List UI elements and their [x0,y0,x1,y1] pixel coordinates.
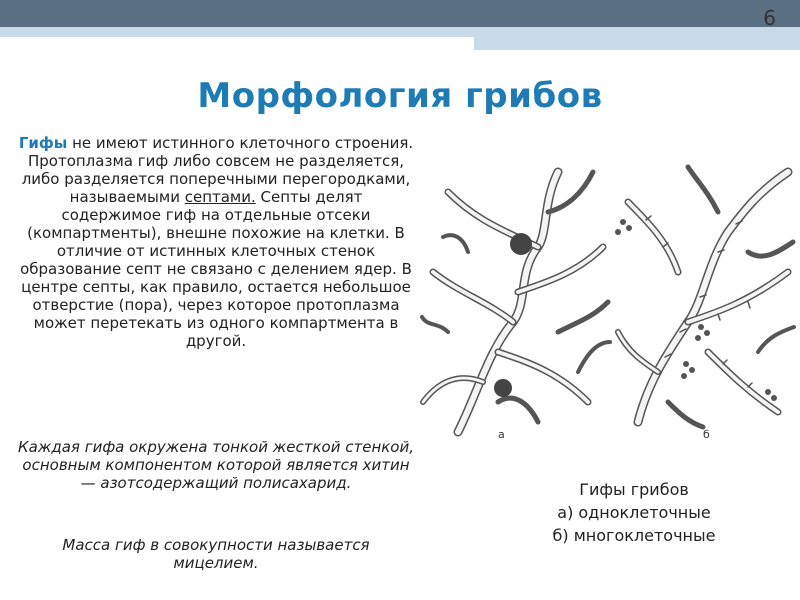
header-bar [0,0,800,27]
sporangium-bottom [494,379,512,397]
caption-title: Гифы грибов [579,480,689,499]
paragraph-hyphae [18,134,414,350]
hyphae-illustration [418,152,798,442]
paragraph-mycelium: Масса гиф в совокупности называется мицелием. [62,536,370,572]
term-septa: септами. [184,188,256,206]
paragraph-hyphae-text-b: Септы делят содержимое гиф на отдельные отсеки (компартменты), внешне похожие на клетки. В отличие от истинных клеточных стенок образование септ не связано с делением ядер. В центре септы, как правило, остается небольшое отверстие (пора), через которое протоплазма может перетекать из одного компартмента в другой. [20,188,412,350]
figure-label-a: а [498,428,505,441]
caption-line-a: а) одноклеточные [557,503,711,522]
figure-caption [484,478,784,547]
multicellular-hyphae-drawing [618,167,794,427]
unicellular-hyphae-drawing [422,172,610,432]
paragraph-hyphae-text-a: не имеют истинного клеточного строения. Протоплазма гиф либо совсем не разделяется, либо разделяется поперечными перегородками, называемыми [21,134,414,206]
paragraph-wall: Каждая гифа окружена тонкой жесткой стенкой, основным компонентом которой является хитин — азотсодержащий полисахарид. [18,438,414,492]
slide-title: Морфология грибов [197,76,603,116]
term-hyphae: Гифы [18,134,68,152]
figure-label-b: б [703,428,710,441]
header-accent-tab [474,37,800,50]
caption-line-b: б) многоклеточные [552,526,716,545]
slide-number: 6 [763,6,776,30]
sporangium-top [510,233,532,255]
header-accent-bar [0,27,800,37]
